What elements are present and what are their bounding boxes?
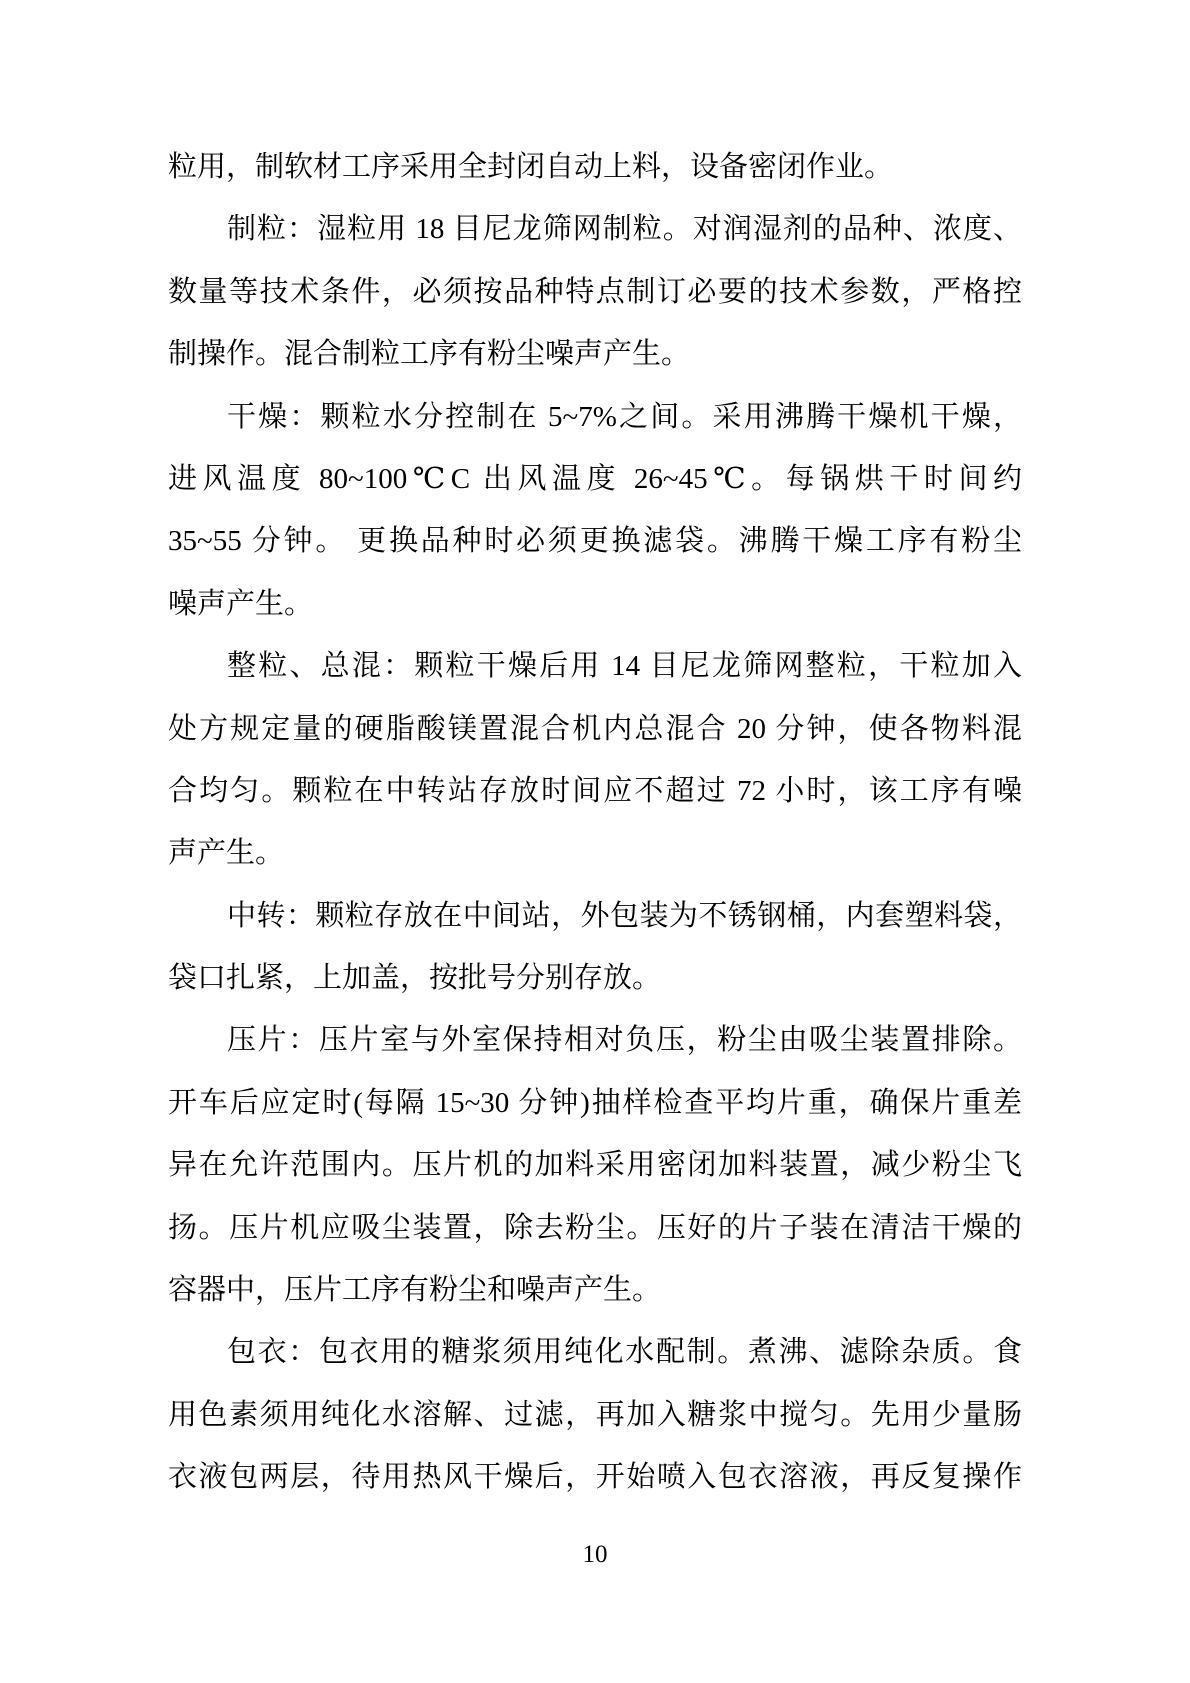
text-line: 进风温度 80~100℃C 出风温度 26~45℃。每锅烘干时间约 xyxy=(168,462,1022,495)
text-line: 处方规定量的硬脂酸镁置混合机内总混合 20 分钟，使各物料混 xyxy=(168,712,1022,745)
text-line: 用色素须用纯化水溶解、过滤，再加入糖浆中搅匀。先用少量肠 xyxy=(168,1398,1022,1431)
text-line: 粒用，制软材工序采用全封闭自动上料，设备密闭作业。 xyxy=(168,151,894,183)
text-line: 扬。压片机应吸尘装置，除去粉尘。压好的片子装在清洁干燥的 xyxy=(168,1211,1022,1244)
text-line: 开车后应定时(每隔 15~30 分钟)抽样检查平均片重，确保片重差 xyxy=(168,1086,1022,1119)
text-line: 数量等技术条件，必须按品种特点制订必要的技术参数，严格控 xyxy=(168,275,1022,308)
page-number: 10 xyxy=(582,1541,608,1568)
text-line: 压片：压片室与外室保持相对负压，粉尘由吸尘装置排除。 xyxy=(227,1024,1022,1057)
text-line: 袋口扎紧，上加盖，按批号分别存放。 xyxy=(168,962,662,995)
text-line: 35~55 分钟。 更换品种时必须更换滤袋。沸腾干燥工序有粉尘 xyxy=(168,525,1022,558)
text-line: 中转：颗粒存放在中间站，外包装为不锈钢桶，内套塑料袋， xyxy=(227,899,1022,932)
text-line: 合均匀。颗粒在中转站存放时间应不超过 72 小时，该工序有噪 xyxy=(168,774,1022,807)
text-line: 干燥：颗粒水分控制在 5~7%之间。采用沸腾干燥机干燥， xyxy=(227,400,1022,433)
text-line: 衣液包两层，待用热风干燥后，开始喷入包衣溶液，再反复操作 xyxy=(168,1461,1022,1494)
text-line: 异在允许范围内。压片机的加料采用密闭加料装置，减少粉尘飞 xyxy=(168,1149,1022,1182)
text-line: 声产生。 xyxy=(168,837,285,870)
text-line: 制操作。混合制粒工序有粉尘噪声产生。 xyxy=(168,338,691,371)
text-line: 整粒、总混：颗粒干燥后用 14 目尼龙筛网整粒，干粒加入 xyxy=(227,650,1022,683)
text-line: 包衣：包衣用的糖浆须用纯化水配制。煮沸、滤除杂质。食 xyxy=(227,1336,1022,1369)
text-line: 噪声产生。 xyxy=(168,587,314,620)
text-line: 制粒：湿粒用 18 目尼龙筛网制粒。对润湿剂的品种、浓度、 xyxy=(227,213,1022,246)
text-line: 容器中，压片工序有粉尘和噪声产生。 xyxy=(168,1274,662,1307)
text-block xyxy=(168,136,1022,1509)
